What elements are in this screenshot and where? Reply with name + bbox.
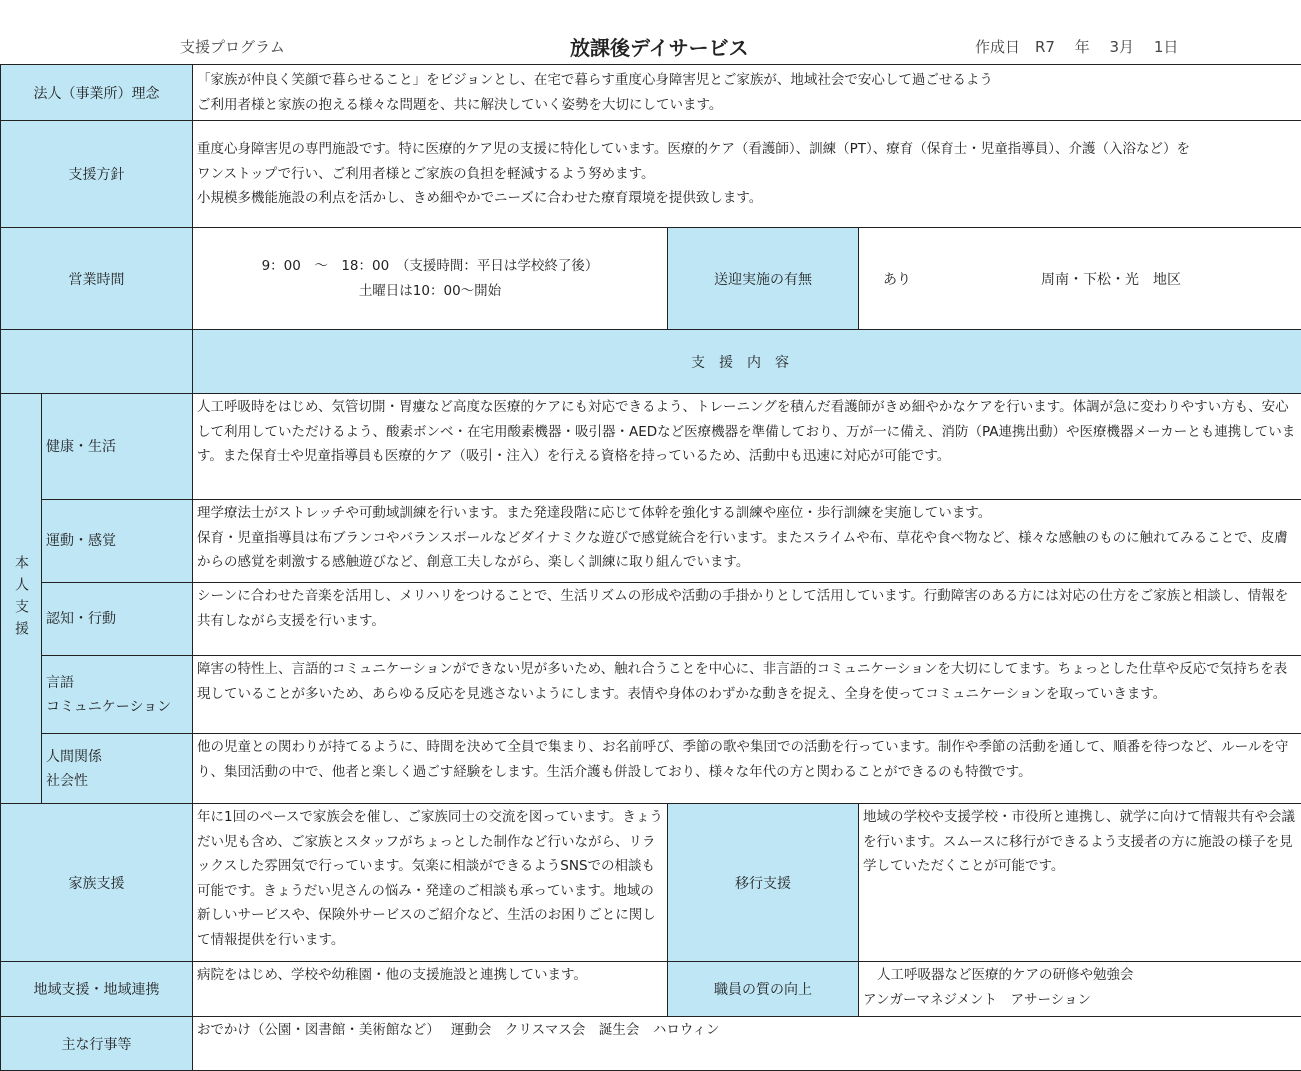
- relationships-social-label: [42, 734, 193, 804]
- support-program-table: [0, 64, 1301, 1071]
- transport-label: 送迎実施の有無: [668, 228, 859, 330]
- personal-row-motor: [1, 500, 1301, 583]
- cognition-behavior-text: シーンに合わせた音楽を活用し、メリハリをつけることで、生活リズムの形成や活動の手掛かりとして活用しています。行動障害のある方には対応の仕方をご家族と相談し、情報を共有しながら支援を行います。: [193, 583, 1301, 656]
- staff-quality-line-1: 人工呼吸器など医療的ケアの研修や勉強会: [877, 967, 1134, 983]
- staff-quality-line-2: アンガーマネジメント アサーション: [863, 991, 1092, 1008]
- policy-row: [1, 121, 1301, 228]
- community-text: 病院をはじめ、学校や幼稚園・他の支援施設と連携しています。: [193, 962, 668, 1017]
- support-header-label: 支援内容: [691, 354, 804, 371]
- transport-value: あり: [883, 271, 911, 288]
- language-label-line-1: 言語: [46, 674, 74, 691]
- personal-support-label: [1, 394, 42, 804]
- family-transition-row: [1, 804, 1301, 962]
- personal-row-social: [1, 734, 1301, 804]
- policy-line-1: 重度心身障害児の専門施設です。特に医療的ケア児の支援に特化しています。医療的ケア（看護師）、訓練（PT）、療育（保育士・児童指導員）、介護（入浴など）を: [197, 141, 1190, 158]
- language-label-line-2: コミュニケーション: [46, 698, 172, 715]
- philosophy-line-1: 「家族が仲良く笑顔で暮らせること」をビジョンとし、在宅で暮らす重度心身障害児とご家族が、地域社会で安心して過ごせるよう: [197, 72, 993, 88]
- transport-area: 周南・下松・光 地区: [1041, 271, 1181, 288]
- health-life-label: 健康・生活: [42, 394, 193, 500]
- social-label-line-2: 社会性: [46, 772, 88, 789]
- policy-label: 支援方針: [1, 121, 193, 228]
- personal-row-language: [1, 656, 1301, 734]
- community-staff-row: [1, 962, 1301, 1017]
- hours-line-1: 9：00 ～ 18：00 （支援時間：平日は学校終了後）: [261, 257, 599, 274]
- events-text: おでかけ（公園・図書館・美術館など） 運動会 クリスマス会 誕生会 ハロウィン: [193, 1017, 1301, 1071]
- page-header: [0, 0, 1301, 64]
- support-header-blank: [1, 330, 193, 394]
- hours-line-2: 土曜日は10：00～開始: [358, 282, 502, 299]
- events-row: [1, 1017, 1301, 1071]
- health-life-text: 人工呼吸時をはじめ、気管切開・胃瘻など高度な医療的ケアにも対応できるよう、トレーニングを積んだ看護師がきめ細やかなケアを行います。体調が急に変わりやすい方も、安心して利用していただけるよう、酸素ボンベ・在宅用酸素機器・吸引器・AEDなど医療機器を準備しており、万が一に備え、消防（PA連携出動）や医療機器メーカーとも連携しています。また保育士や児童指導員も医療的ケア（吸引・注入）を行える資格を持っているため、活動中も迅速に対応が可能です。: [193, 394, 1301, 500]
- events-label: 主な行事等: [1, 1017, 193, 1071]
- family-support-text: 年に1回のペースで家族会を催し、ご家族同士の交流を図っています。きょうだい児も含め、ご家族とスタッフがちょっとした制作など行いながら、リラックスした雰囲気で行っています。気楽に相談ができるようSNSでの相談も可能です。きょうだい児さんの悩み・発達のご相談も承っています。地域の新しいサービスや、保険外サービスのご紹介など、生活のお困りごとに関して情報提供を行います。: [193, 804, 668, 962]
- hours-text: [193, 228, 668, 330]
- relationships-social-text: 他の児童との関わりが持てるように、時間を決めて全員で集まり、お名前呼び、季節の歌や集団での活動を行っています。制作や季節の活動を通して、順番を待つなど、ルールを守り、集団活動の中で、他者と楽しく過ごす経験をします。生活介護も併設しており、様々な年代の方と関わることができるのも特徴です。: [193, 734, 1301, 804]
- family-support-label: 家族支援: [1, 804, 193, 962]
- page-title: 放課後デイサービス: [570, 36, 749, 60]
- language-communication-label: [42, 656, 193, 734]
- transition-support-label: 移行支援: [668, 804, 859, 962]
- cognition-behavior-label: 認知・行動: [42, 583, 193, 656]
- personal-row-cognition: [1, 583, 1301, 656]
- motor-sensory-label: 運動・感覚: [42, 500, 193, 583]
- staff-quality-text: [859, 962, 1301, 1017]
- support-header-row: [1, 330, 1301, 394]
- personal-row-health: [1, 394, 1301, 500]
- philosophy-text: [193, 65, 1301, 121]
- transition-support-text: 地域の学校や支援学校・市役所と連携し、就学に向けて情報共有や会議を行います。スムースに移行ができるよう支援者の方に施設の様子を見学していただくことが可能です。: [859, 804, 1301, 962]
- hours-row: [1, 228, 1301, 330]
- personal-support-vertical-label: 本人支援: [13, 554, 29, 643]
- created-date: 作成日 R7 年 3月 1日: [975, 38, 1179, 56]
- language-communication-text: 障害の特性上、言語的コミュニケーションができない児が多いため、触れ合うことを中心に、非言語的コミュニケーションを大切にしてます。ちょっとした仕草や反応で気持ちを表現していることが多いため、あらゆる反応を見逃さないようにします。表情や身体のわずかな動きを捉え、全身を使ってコミュニケーションを取っていきます。: [193, 656, 1301, 734]
- policy-text: [193, 121, 1301, 228]
- transport-cell: [859, 228, 1301, 330]
- motor-sensory-text: 理学療法士がストレッチや可動域訓練を行います。また発達段階に応じて体幹を強化する訓練や座位・歩行訓練を実施しています。 保育・児童指導員は布ブランコやバランスボールなどダイナミクな遊びで感覚統合を行います。またスライムや布、草花や食べ物など、様々な感触のものに触れてみることで、皮膚からの感覚を刺激する感触遊びなど、創意工夫しながら、楽しく訓練に取り組んでいます。: [193, 500, 1301, 583]
- social-label-line-1: 人間関係: [46, 748, 102, 765]
- philosophy-line-2: ご利用者様と家族の抱える様々な問題を、共に解決していく姿勢を大切にしています。: [197, 96, 723, 113]
- support-header: [193, 330, 1301, 394]
- philosophy-label: 法人（事業所）理念: [1, 65, 193, 121]
- philosophy-row: [1, 65, 1301, 121]
- program-label: 支援プログラム: [180, 38, 285, 56]
- policy-line-2: ワンストップで行い、ご利用者様とご家族の負担を軽減するよう努めます。: [197, 165, 655, 182]
- staff-quality-label: 職員の質の向上: [668, 962, 859, 1017]
- community-label: 地域支援・地域連携: [1, 962, 193, 1017]
- policy-line-3: 小規模多機能施設の利点を活かし、きめ細やかでニーズに合わせた療育環境を提供致します。: [197, 190, 763, 207]
- hours-label: 営業時間: [1, 228, 193, 330]
